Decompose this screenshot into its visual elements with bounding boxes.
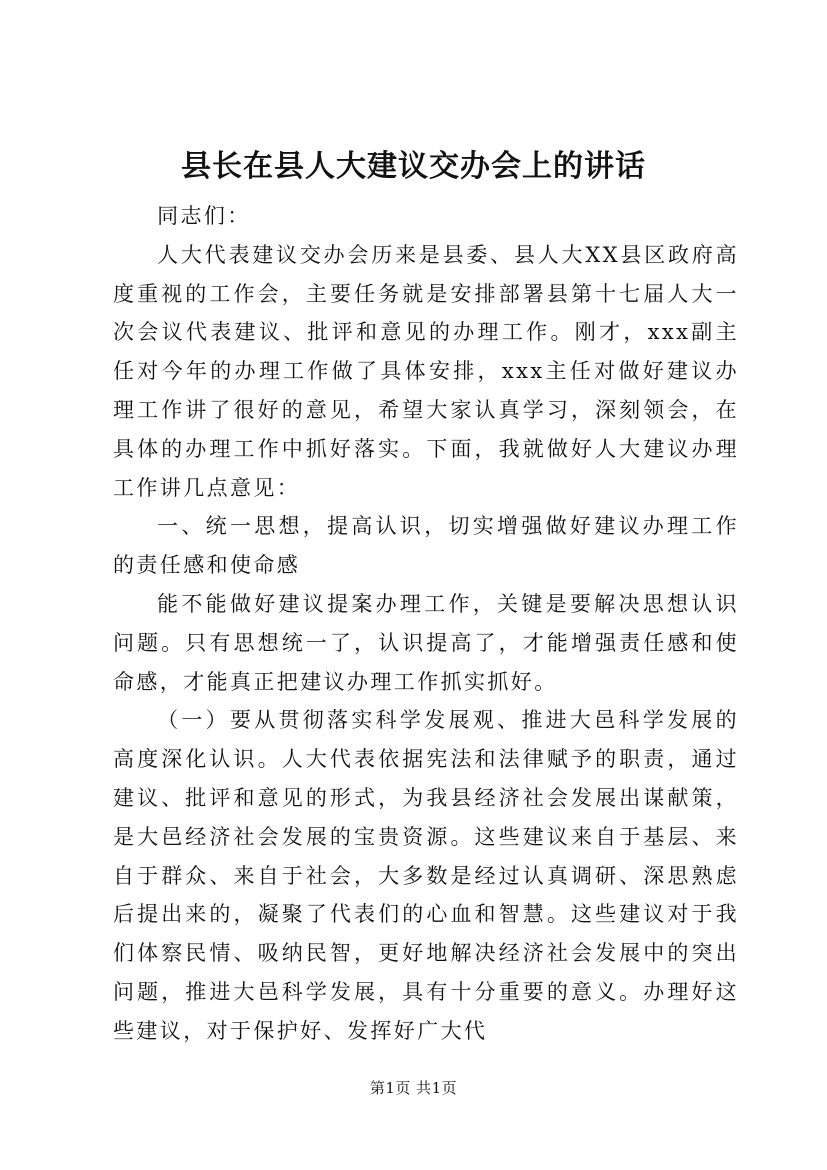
document-body [113,197,739,1051]
paragraph-subsection-1: （一）要从贯彻落实科学发展观、推进大邑科学发展的高度深化认识。人大代表依据宪法和法律赋予的职责，通过建议、批评和意见的形式，为我县经济社会发展出谋献策，是大邑经济社会发展的宝贵资源。这些建议来自于基层、来自于群众、来自于社会，大多数是经过认真调研、深思熟虑后提出来的，凝聚了代表们的心血和智慧。这些建议对于我们体察民情、吸纳民智，更好地解决经济社会发展中的突出问题，推进大邑科学发展，具有十分重要的意义。办理好这些建议，对于保护好、发挥好广大代 [113,708,739,1043]
paragraph-section-1: 能不能做好建议提案办理工作，关键是要解决思想认识问题。只有思想统一了，认识提高了，才能增强责任感和使命感，才能真正把建议办理工作抓实抓好。 [113,591,739,694]
section-heading-1: 一、统一思想，提高认识，切实增强做好建议办理工作的责任感和使命感 [113,514,739,578]
page-footer: 第1页 共1页 [369,1079,458,1097]
salutation: 同志们： [157,204,251,228]
paragraph-intro: 人大代表建议交办会历来是县委、县人大XX县区政府高度重视的工作会，主要任务就是安排部署县第十七届人大一次会议代表建议、批评和意见的办理工作。刚才，xxx副主任对今年的办理工作做了具体安排，xxx主任对做好建议办理工作讲了很好的意见，希望大家认真学习，深刻领会，在具体的办理工作中抓好落实。下面，我就做好人大建议办理工作讲几点意见： [113,242,739,500]
document-title: 县长在县人大建议交办会上的讲话 [181,149,646,184]
